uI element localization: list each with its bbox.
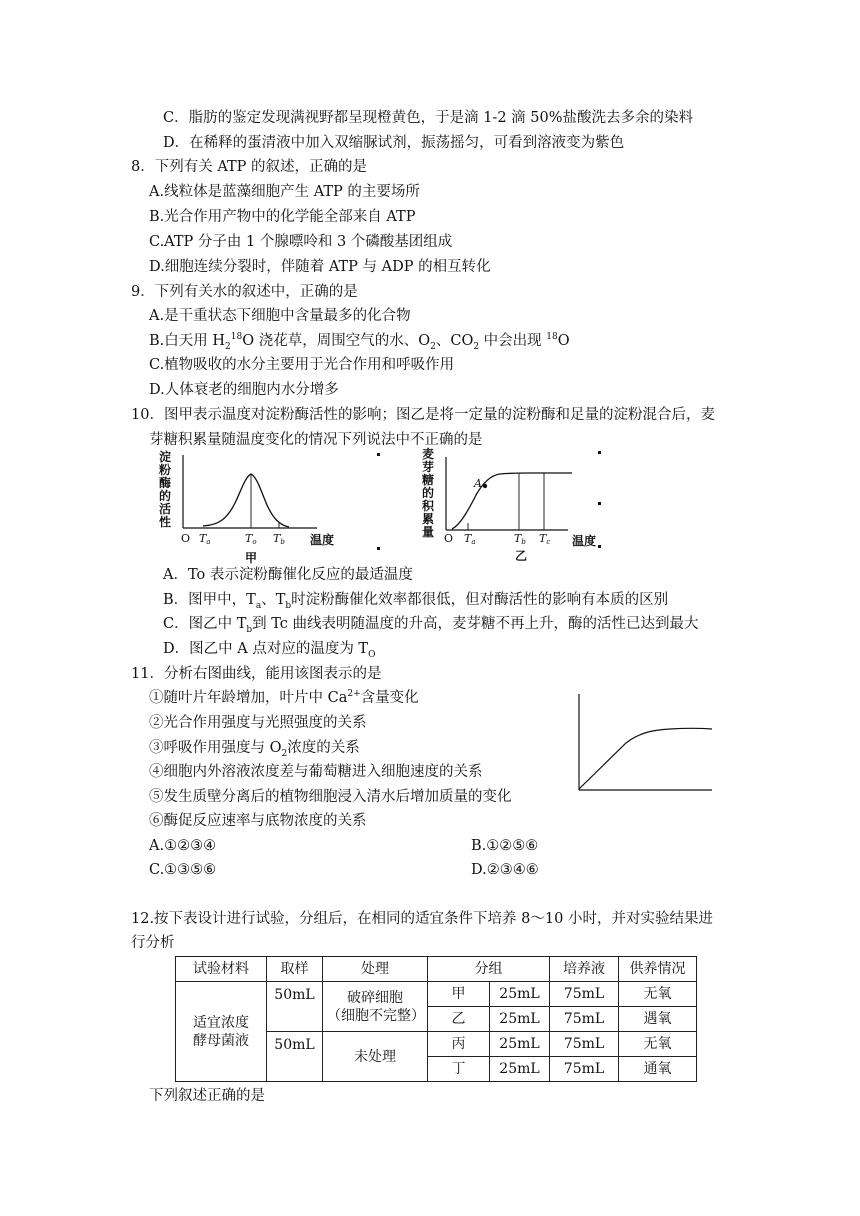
tb-main: T (273, 532, 281, 545)
q12-stem-line2: 行分析 (131, 935, 175, 951)
q11-item-6: ⑥酶促反应速率与底物浓度的关系 (149, 813, 367, 829)
q10-b-sub2: b (285, 600, 292, 611)
supply-cell: 无氧 (619, 982, 697, 1007)
point-a (483, 484, 487, 488)
ylabel-char: 淀 (159, 450, 172, 464)
medium-cell: 75mL (550, 982, 619, 1007)
to-label (245, 532, 257, 546)
q9-b-sub2: 2 (430, 341, 436, 352)
q10-d-sub: O (368, 649, 376, 660)
ylabel-char: 粉 (159, 463, 172, 477)
ylabel-char: 麦 (422, 447, 435, 461)
x-label: 温度 (572, 534, 597, 548)
q9-b-text: B.白天用 H (149, 333, 226, 349)
q11-option-a: A.①②③④ (149, 838, 217, 854)
supply-cell: 遇氧 (619, 1007, 697, 1032)
treatment-line: （细胞不完整） (327, 1007, 425, 1024)
experiment-table (175, 956, 697, 1082)
q9-b-sub: 2 (225, 341, 231, 352)
header-cell: 取样 (267, 957, 323, 982)
ylabel-char: 酶 (159, 476, 172, 490)
q9-option-b (149, 331, 570, 351)
sample-cell: 50mL (267, 1032, 323, 1082)
q11-figure (574, 688, 724, 794)
q8-option-b: B.光合作用产物中的化学能全部来自 ATP (149, 209, 416, 225)
q11-item-2: ②光合作用强度与光照强度的关系 (149, 715, 367, 731)
volume-cell: 25mL (490, 1057, 550, 1082)
q9-b-text3: 、CO (435, 333, 474, 349)
table-row (176, 982, 697, 1007)
origin-label: O (181, 532, 191, 545)
q10-c-sub: b (246, 624, 253, 635)
q9-option-c: C.植物吸收的水分主要用于光合作用和呼吸作用 (149, 357, 455, 373)
caption-yi: 乙 (515, 549, 528, 563)
q7-option-d: D．在稀释的蛋清液中加入双缩脲试剂，振荡摇匀，可看到溶液变为紫色 (163, 135, 625, 151)
figure-jia (155, 447, 385, 565)
q11-i3-sub: 2 (281, 748, 288, 759)
q9-b-sup2: 18 (546, 332, 558, 343)
treatment-cell: 未处理 (323, 1032, 428, 1082)
q11-item-4: ④细胞内外溶液浓度差与葡萄糖进入细胞速度的关系 (149, 764, 483, 780)
ylabel-char: 累 (422, 512, 435, 526)
tc-label (539, 532, 550, 546)
group-cell: 乙 (428, 1007, 490, 1032)
to-main: T (245, 532, 253, 545)
group-cell: 丁 (428, 1057, 490, 1082)
ta-main: T (464, 532, 472, 545)
tb-sub: b (521, 538, 526, 546)
volume-cell: 25mL (490, 982, 550, 1007)
ylabel-char: 的 (422, 486, 435, 500)
q11-option-b: B.①②⑤⑥ (471, 838, 539, 854)
accumulation-curve (452, 473, 572, 529)
header-cell: 分组 (428, 957, 550, 982)
header-cell: 试验材料 (176, 957, 267, 982)
q10-b-text2: 、T (261, 592, 286, 608)
q11-i1-text: ①随叶片年龄增加，叶片中 Ca (149, 690, 348, 706)
header-cell: 供养情况 (619, 957, 697, 982)
ta-sub: a (206, 538, 211, 546)
q7-option-c: C．脂肪的鉴定发现满视野都呈现橙黄色，于是滴 1-2 滴 50%盐酸洗去多余的染料 (163, 110, 693, 126)
group-cell: 甲 (428, 982, 490, 1007)
activity-curve (203, 474, 289, 527)
q9-option-d: D.人体衰老的细胞内水分增多 (149, 382, 339, 398)
q11-i3-text2: 浓度的关系 (287, 740, 360, 756)
supply-cell: 通氧 (619, 1057, 697, 1082)
treatment-line: 破碎细胞 (347, 989, 403, 1006)
border-mark (598, 502, 601, 505)
q9-b-sub3: 2 (473, 341, 480, 352)
q10-d-text: D．图乙中 A 点对应的温度为 T (163, 641, 369, 657)
q11-item-3 (149, 738, 360, 758)
q9-b-sup: 18 (230, 332, 243, 343)
q10-stem-line2: 芽糖积累量随温度变化的情况下列说法中不正确的是 (149, 432, 483, 448)
tb-main: T (514, 532, 522, 545)
q9-b-text4: 中会出现 (479, 333, 547, 349)
q12-stem-line1: 12.按下表设计进行试验，分组后，在相同的适宜条件下培养 8～10 小时，并对实验结果进 (131, 911, 713, 927)
q11-option-c: C.①③⑤⑥ (149, 862, 217, 878)
q11-item-5: ⑤发生质壁分离后的植物细胞浸入清水后增加质量的变化 (149, 789, 512, 805)
table-header-row (176, 957, 697, 982)
volume-cell: 25mL (490, 1007, 550, 1032)
volume-cell: 25mL (490, 1032, 550, 1057)
q10-stem-line1: 10．图甲表示温度对淀粉酶活性的影响；图乙是将一定量的淀粉酶和足量的淀粉混合后，麦 (131, 407, 715, 423)
x-label: 温度 (310, 533, 335, 547)
q10-c-text: C．图乙中 T (163, 616, 247, 632)
group-cell: 丙 (428, 1032, 490, 1057)
material-cell (176, 982, 267, 1082)
material-line: 适宜浓度 (193, 1014, 249, 1031)
saturation-curve (579, 728, 712, 789)
q11-i3-text: ③呼吸作用强度与 O (149, 740, 282, 756)
q11-stem: 11．分析右图曲线，能用该图表示的是 (131, 666, 382, 682)
q11-option-d: D.②③④⑥ (471, 862, 539, 878)
tc-main: T (539, 532, 547, 545)
border-mark (598, 545, 601, 548)
q8-option-c: C.ATP 分子由 1 个腺嘌呤和 3 个磷酸基团组成 (149, 234, 453, 250)
point-a-label: A (474, 477, 482, 490)
q8-option-a: A.线粒体是蓝藻细胞产生 ATP 的主要场所 (149, 184, 420, 200)
tb-label (273, 532, 285, 546)
q9-b-text2: O 浇花草，周围空气的水、O (242, 333, 431, 349)
header-cell: 处理 (323, 957, 428, 982)
q10-c-text2: 到 Tc 曲线表明随温度的升高，麦芽糖不再上升，酶的活性已达到最大 (252, 616, 699, 632)
medium-cell: 75mL (550, 1032, 619, 1057)
tb-sub: b (280, 538, 285, 546)
q11-item-1 (149, 688, 419, 708)
border-mark (377, 547, 380, 550)
medium-cell: 75mL (550, 1007, 619, 1032)
q11-i1-sup: 2+ (347, 689, 361, 700)
q8-option-d: D.细胞连续分裂时，伴随着 ATP 与 ADP 的相互转化 (149, 259, 491, 275)
figure-jia-ylabel (158, 449, 171, 529)
figure-yi (418, 445, 608, 562)
q10-b-text: B．图甲中，T (163, 592, 256, 608)
ta-main: T (199, 532, 207, 545)
to-sub: o (252, 538, 257, 546)
figure-yi-ylabel (421, 446, 435, 539)
q8-stem: 8．下列有关 ATP 的叙述，正确的是 (131, 159, 368, 175)
ylabel-char: 积 (422, 499, 435, 513)
q10-option-d (163, 639, 376, 659)
origin-label: O (444, 532, 454, 545)
q10-option-b (163, 590, 668, 610)
q9-option-a: A.是干重状态下细胞中含量最多的化合物 (149, 308, 411, 324)
caption-jia: 甲 (245, 551, 258, 565)
q10-option-a: A．To 表示淀粉酶催化反应的最适温度 (163, 567, 413, 583)
q10-b-text3: 时淀粉酶催化效率都很低，但对酶活性的影响有本质的区别 (291, 592, 669, 608)
ylabel-char: 性 (159, 515, 172, 529)
sample-cell: 50mL (267, 982, 323, 1032)
q10-b-sub1: a (255, 600, 262, 611)
ta-sub: a (471, 538, 476, 546)
supply-cell: 无氧 (619, 1032, 697, 1057)
border-mark (598, 451, 601, 454)
tb-label (514, 532, 526, 546)
tc-sub: c (546, 538, 551, 546)
border-mark (377, 453, 380, 456)
ylabel-char: 量 (422, 525, 435, 539)
q9-stem: 9．下列有关水的叙述中，正确的是 (131, 284, 358, 300)
material-line: 酵母菌液 (193, 1032, 249, 1049)
q10-option-c (163, 614, 699, 634)
ta-label (464, 532, 476, 546)
medium-cell: 75mL (550, 1057, 619, 1082)
ylabel-char: 活 (159, 502, 172, 516)
treatment-cell (323, 982, 428, 1032)
q9-b-text5: O (557, 333, 570, 349)
ta-label (199, 532, 211, 546)
header-cell: 培养液 (550, 957, 619, 982)
ylabel-char: 糖 (422, 473, 435, 487)
ylabel-char: 芽 (422, 460, 435, 474)
q12-after-text: 下列叙述正确的是 (149, 1088, 265, 1104)
q11-i1-text2: 含量变化 (360, 690, 419, 706)
ylabel-char: 的 (159, 489, 172, 503)
